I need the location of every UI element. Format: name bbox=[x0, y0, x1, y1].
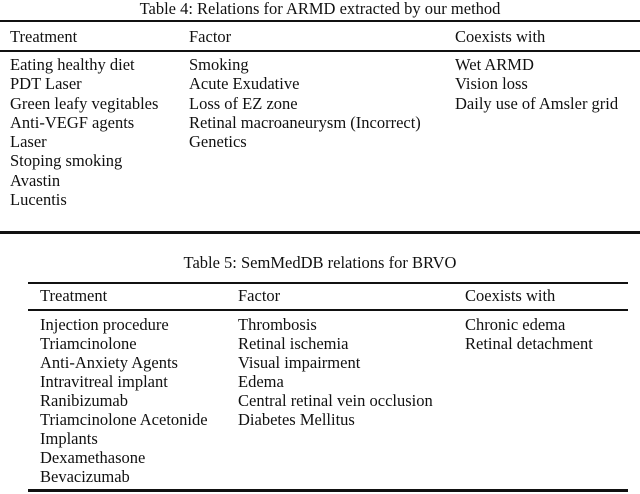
table-cell: Acute Exudative bbox=[189, 74, 300, 94]
table-cell: Avastin bbox=[10, 170, 61, 190]
table-cell: Dexamethasone bbox=[40, 448, 146, 467]
table-cell: Retinal detachment bbox=[465, 334, 593, 353]
table4-coexists-column bbox=[455, 55, 618, 113]
table5-header-factor: Factor bbox=[238, 286, 281, 305]
table-cell: Visual impairment bbox=[238, 353, 361, 372]
table5-coexists-column bbox=[465, 315, 593, 353]
table4-caption: Table 4: Relations for ARMD extracted by our method bbox=[139, 0, 501, 18]
table4-header-factor: Factor bbox=[189, 27, 232, 46]
table-cell: Daily use of Amsler grid bbox=[455, 93, 619, 113]
table-cell: Ranibizumab bbox=[40, 391, 128, 410]
table4-treatment-column bbox=[10, 55, 158, 209]
table5-header-rule bbox=[28, 309, 628, 311]
table-cell: Stoping smoking bbox=[10, 151, 123, 171]
table-cell: Implants bbox=[40, 429, 98, 448]
table-cell: Triamcinolone bbox=[40, 334, 137, 353]
table5-caption: Table 5: SemMedDB relations for BRVO bbox=[183, 253, 457, 272]
table-cell: Smoking bbox=[189, 55, 249, 74]
table5-header-coexists: Coexists with bbox=[465, 286, 556, 305]
table-cell: Intravitreal implant bbox=[40, 372, 168, 391]
table-cell: Edema bbox=[238, 372, 284, 391]
table5-factor-column bbox=[238, 315, 433, 429]
table-cell: Chronic edema bbox=[465, 315, 566, 334]
table5-top-rule bbox=[28, 282, 628, 284]
table-cell: Anti-Anxiety Agents bbox=[40, 353, 178, 372]
table4-header-coexists: Coexists with bbox=[455, 27, 546, 46]
table4-header-rule bbox=[0, 50, 640, 52]
table-cell: Lucentis bbox=[10, 190, 67, 210]
table-cell: Injection procedure bbox=[40, 315, 169, 334]
table4-bottom-rule bbox=[0, 231, 640, 234]
table-cell: Wet ARMD bbox=[455, 55, 534, 74]
table-cell: Laser bbox=[10, 132, 47, 152]
table-cell: Green leafy vegitables bbox=[10, 93, 159, 113]
table-cell: Vision loss bbox=[455, 74, 528, 94]
table-cell: Retinal macroaneurysm (Incorrect) bbox=[189, 112, 421, 132]
table5-header-treatment: Treatment bbox=[40, 286, 108, 305]
table4-top-rule bbox=[0, 20, 640, 22]
table5-treatment-column bbox=[40, 315, 208, 486]
table-cell: Genetics bbox=[189, 132, 247, 152]
table4-header-treatment: Treatment bbox=[10, 27, 78, 46]
table-cell: Retinal ischemia bbox=[238, 334, 349, 353]
table4-factor-column bbox=[189, 55, 421, 151]
table-cell: Eating healthy diet bbox=[10, 55, 135, 74]
table-cell: PDT Laser bbox=[10, 74, 82, 94]
table-cell: Triamcinolone Acetonide bbox=[40, 410, 208, 429]
table-cell: Anti-VEGF agents bbox=[10, 112, 135, 132]
table-cell: Loss of EZ zone bbox=[189, 93, 298, 113]
table-cell: Central retinal vein occlusion bbox=[238, 391, 433, 410]
table5-bottom-rule bbox=[28, 489, 628, 492]
table-cell: Thrombosis bbox=[238, 315, 317, 334]
table-cell: Bevacizumab bbox=[40, 467, 130, 486]
table-cell: Diabetes Mellitus bbox=[238, 410, 355, 429]
